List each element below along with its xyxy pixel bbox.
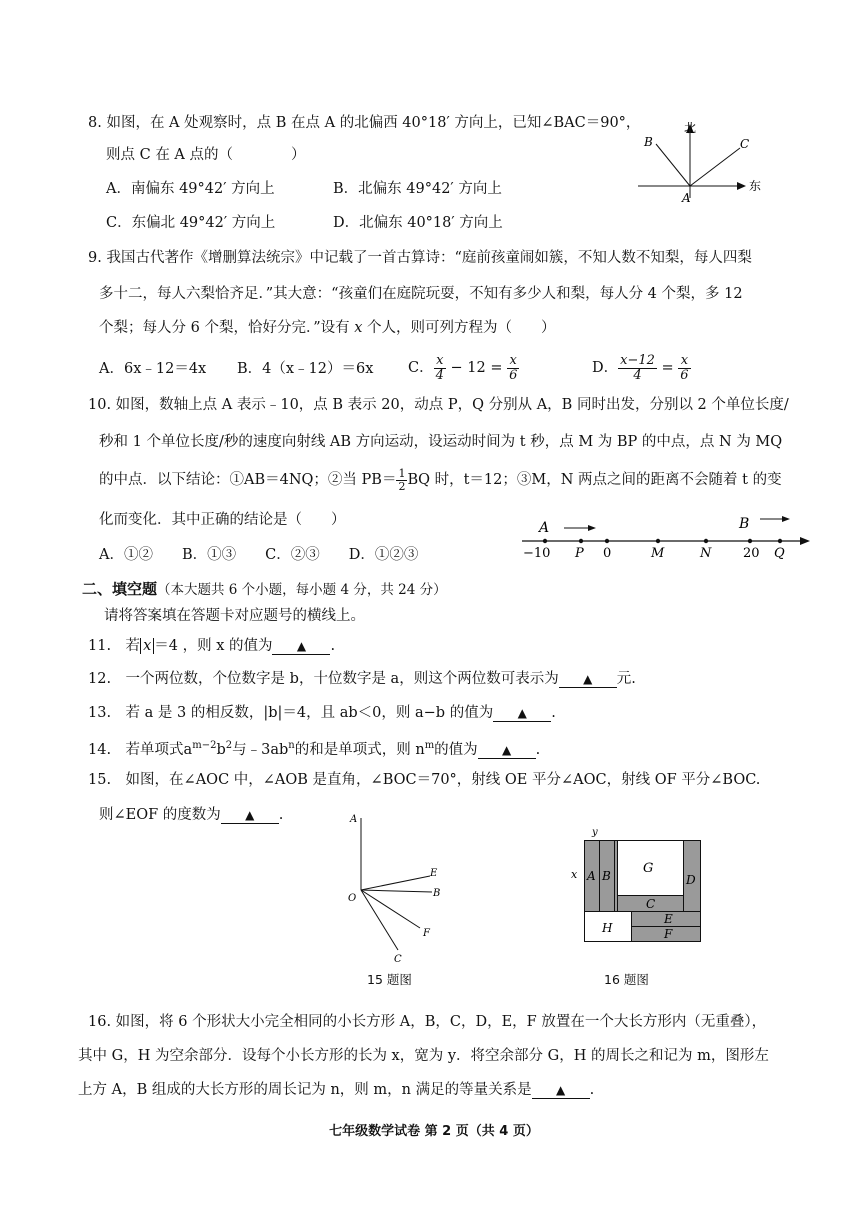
q8-option-a: A．南偏东 49°42′ 方向上 bbox=[106, 181, 275, 197]
label-f: F bbox=[664, 927, 673, 941]
answer-blank: ▲ bbox=[478, 742, 536, 759]
ray-ob bbox=[361, 890, 432, 892]
east-arrow-icon bbox=[737, 182, 746, 190]
q13: 13. 若 a 是 3 的相反数，|b|＝4，且 ab＜0，则 a−b 的值为 ▲ . bbox=[88, 705, 556, 721]
label-y: y bbox=[592, 827, 598, 838]
east-label: 东 bbox=[749, 179, 762, 193]
label-f: F bbox=[423, 928, 430, 939]
q8-line2: 则点 C 在 A 点的（ ） bbox=[106, 147, 306, 163]
point-zero-dot bbox=[605, 539, 609, 543]
page-footer: 七年级数学试卷 第 2 页（共 4 页） bbox=[329, 1124, 539, 1139]
label-c: C bbox=[394, 954, 402, 965]
answer-blank: ▲ bbox=[559, 671, 617, 688]
ray-oe bbox=[361, 876, 430, 890]
q8-compass-figure bbox=[628, 118, 768, 210]
q15-angle-figure bbox=[340, 810, 450, 965]
label-a: A bbox=[587, 869, 596, 883]
label-h: H bbox=[602, 921, 613, 935]
q9-option-a: A．6x﹣12＝4x bbox=[99, 361, 207, 377]
q10-line3: 的中点．以下结论：①AB＝4NQ；②当 PB＝ $\frac{1}{2}$ BQ 时，t＝12；③M，N 两点之间的距离不会随着 t 的变 bbox=[99, 466, 782, 493]
q16-line1: 16. 如图，将 6 个形状大小完全相同的小长方形 A，B，C，D，E，F 放置在一个大长方形内（无重叠）， bbox=[88, 1014, 767, 1030]
q15-line2: 则∠EOF 的度数为 ▲ . bbox=[99, 807, 284, 823]
q16-line3: 上方 A，B 组成的大长方形的周长记为 n，则 m，n 满足的等量关系是 ▲ . bbox=[78, 1082, 595, 1098]
ray-oc bbox=[361, 890, 398, 950]
q-arrow-icon bbox=[782, 516, 790, 522]
ray-of bbox=[361, 890, 420, 928]
point-a-dot bbox=[543, 539, 547, 543]
p-arrow-icon bbox=[588, 525, 596, 531]
label-p: P bbox=[575, 546, 584, 561]
ray-ab bbox=[656, 144, 690, 186]
q8-line1: 8. 如图，在 A 处观察时，点 B 在点 A 的北偏西 40°18′ 方向上，已知∠BAC＝90°， bbox=[88, 115, 641, 131]
point-n-dot bbox=[704, 539, 708, 543]
axis-arrow-icon bbox=[800, 537, 810, 545]
label-e: E bbox=[430, 868, 438, 879]
answer-blank: ▲ bbox=[532, 1082, 590, 1099]
q10-line4: 化而变化．其中正确的结论是（ ） bbox=[99, 512, 346, 528]
point-a-label: A bbox=[682, 191, 691, 205]
q10-line1: 10. 如图，数轴上点 A 表示﹣10，点 B 表示 20，动点 P，Q 分别从 A，B 同时出发，分别以 2 个单位长度/ bbox=[88, 397, 789, 413]
q9-option-b: B．4（x﹣12）＝6x bbox=[237, 361, 374, 377]
q10-number-line bbox=[518, 508, 818, 563]
q15-caption: 15 题图 bbox=[367, 972, 412, 987]
q8-option-c: C．东偏北 49°42′ 方向上 bbox=[106, 215, 276, 231]
label-b: B bbox=[739, 516, 750, 532]
label-twenty: 20 bbox=[743, 546, 760, 561]
label-c: C bbox=[646, 897, 656, 911]
ray-ac bbox=[690, 148, 740, 186]
point-m-dot bbox=[656, 539, 660, 543]
q9-line2: 多十二，每人六梨恰齐足．”其大意：“孩童们在庭院玩耍，不知有多少人和梨，每人分 4 个梨，多 12 bbox=[99, 286, 743, 302]
q8-option-b: B．北偏东 49°42′ 方向上 bbox=[333, 181, 502, 197]
section2-instruction: 请将答案填在答题卡对应题号的横线上。 bbox=[104, 608, 365, 624]
label-o: O bbox=[348, 893, 357, 904]
label-a: A bbox=[350, 814, 358, 825]
q16-line2: 其中 G，H 为空余部分．设每个小长方形的长为 x，宽为 y．将空余部分 G，H 的周长之和记为 m，图形左 bbox=[78, 1048, 769, 1064]
answer-blank: ▲ bbox=[493, 705, 551, 722]
q9-option-c: C． $\frac{x}{4}$ − 12 = $\frac{x}{6}$ bbox=[408, 352, 518, 383]
label-d: D bbox=[686, 873, 696, 887]
label-b: B bbox=[433, 888, 441, 899]
q11: 11. 若 x ＝4 ，则 x 的值为 ▲ . bbox=[88, 638, 336, 654]
label-g: G bbox=[643, 861, 654, 876]
q14: 14. 若单项式$a^{m-2}b^2$与$﹣3ab^n$的和是单项式，则 $n^m$的值为 ▲ . bbox=[88, 740, 541, 758]
q9-option-d: D． $\frac{x-12}{4}$ = $\frac{x}{6}$ bbox=[592, 352, 689, 383]
q16-caption: 16 题图 bbox=[604, 972, 649, 987]
north-label: 北 bbox=[684, 121, 697, 135]
q10-options: A．①② B．①③ C．②③ D．①②③ bbox=[99, 547, 419, 563]
q15-line1: 15. 如图，在∠AOC 中，∠AOB 是直角，∠BOC＝70°，射线 OE 平分∠AOC，射线 OF 平分∠BOC. bbox=[88, 772, 761, 788]
label-a: A bbox=[539, 520, 550, 536]
q16-rectangle-figure bbox=[568, 822, 708, 946]
point-b-label: B bbox=[644, 135, 653, 149]
section2-heading: 二、填空题（本大题共 6 个小题，每小题 4 分，共 24 分） bbox=[82, 580, 447, 598]
label-x: x bbox=[571, 868, 578, 881]
point-p-dot bbox=[579, 539, 583, 543]
q8-option-d: D．北偏东 40°18′ 方向上 bbox=[333, 215, 503, 231]
q9-line1: 9. 我国古代著作《增删算法统宗》中记载了一首古算诗：“庭前孩童闹如簇，不知人数不知梨，每人四梨 bbox=[88, 250, 752, 266]
label-e: E bbox=[664, 912, 673, 926]
label-zero: 0 bbox=[603, 546, 612, 561]
answer-blank: ▲ bbox=[221, 807, 279, 824]
q10-line2: 秒和 1 个单位长度/秒的速度向射线 AB 方向运动，设运动时间为 t 秒，点 M 为 BP 的中点，点 N 为 MQ bbox=[99, 434, 783, 450]
label-m: M bbox=[651, 546, 665, 561]
label-n: N bbox=[700, 546, 712, 561]
q12: 12. 一个两位数，个位数字是 b，十位数字是 a，则这个两位数可表示为 ▲ 元. bbox=[88, 671, 636, 687]
label-b: B bbox=[602, 869, 611, 883]
label-q: Q bbox=[774, 546, 785, 561]
point-b-dot bbox=[748, 539, 752, 543]
point-q-dot bbox=[778, 539, 782, 543]
label-neg10: −10 bbox=[523, 546, 551, 561]
q9-line3: 个梨；每人分 6 个梨，恰好分完．”设有 x 个人，则可列方程为（ ） bbox=[99, 320, 556, 336]
answer-blank: ▲ bbox=[272, 638, 330, 655]
point-c-label: C bbox=[740, 137, 750, 151]
